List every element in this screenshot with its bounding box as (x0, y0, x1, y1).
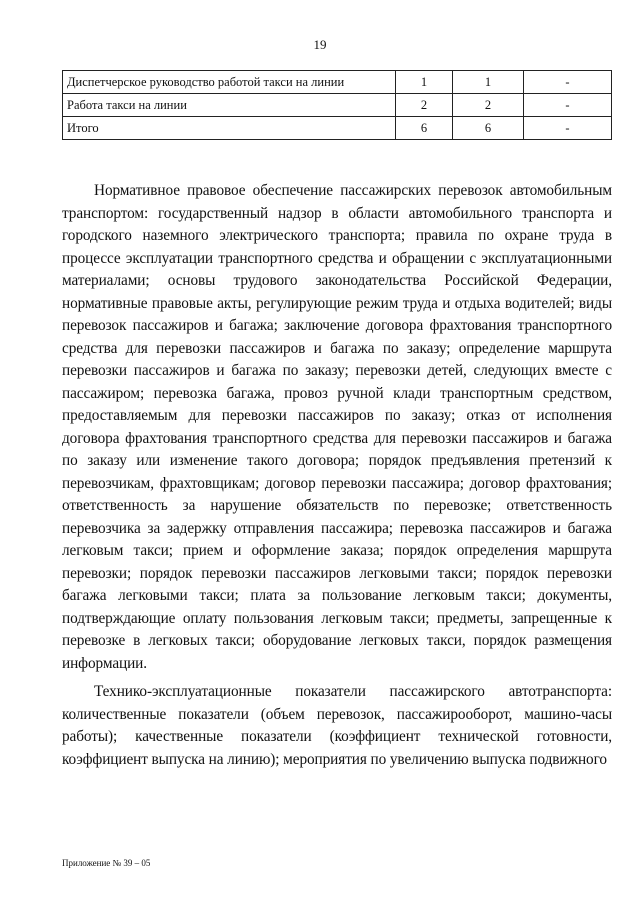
hours-table (62, 70, 612, 140)
table-cell-value: - (524, 71, 612, 94)
table-cell-value: 2 (396, 94, 453, 117)
table-row (63, 94, 612, 117)
table-cell-name: Работа такси на линии (63, 94, 396, 117)
table-cell-value: 1 (396, 71, 453, 94)
table-cell-value: 2 (453, 94, 524, 117)
table-cell-value: 6 (396, 117, 453, 140)
table-cell-value: - (524, 117, 612, 140)
table-cell-value: - (524, 94, 612, 117)
paragraph: Технико-эксплуатационные показатели пассажирского автотранспорта: количественные показатели (объем перевозок, пассажирооборот, машино-часы работы); качественные показатели (коэффициент технической готовности, коэффициент выпуска на линию); мероприятия по увеличению выпуска подвижного (62, 683, 612, 768)
body-text (62, 180, 612, 771)
table-cell-name: Диспетчерское руководство работой такси на линии (63, 71, 396, 94)
footer-note: Приложение № 39 – 05 (62, 858, 151, 868)
table-cell-value: 6 (453, 117, 524, 140)
table-cell-value: 1 (453, 71, 524, 94)
table-row (63, 71, 612, 94)
page-number: 19 (313, 37, 327, 52)
table-row (63, 117, 612, 140)
table-cell-name: Итого (63, 117, 396, 140)
paragraph: Нормативное правовое обеспечение пассажирских перевозок автомобильным транспортом: государственный надзор в области автомобильного транспорта и городского наземного электрического транспорта; правила по охране труда в процессе эксплуатации транспортного средства и обращении с эксплуатационными материалами; основы трудового законодательства Российской Федерации, нормативные правовые акты, регулирующие режим труда и отдыха водителей; виды перевозок пассажиров и багажа; заключение договора фрахтования транспортного средства для перевозки пассажиров и багажа по заказу; определение маршрута перевозки пассажиров и багажа по заказу; перевозки детей, следующих вместе с пассажиром; перевозка багажа, провоз ручной клади транспортным средством, предоставляемым для перевозки пассажиров по заказу; отказ от исполнения договора фрахтования транспортного средства для перевозки пассажиров и багажа по заказу или изменение такого договора; порядок предъявления претензий к перевозчикам, фрахтовщикам; договор перевозки пассажира; договор фрахтования; ответственность за нарушение обязательств по перевозке; ответственность перевозчика за задержку отправления пассажира; перевозка пассажиров и багажа легковым такси; прием и оформление заказа; порядок определения маршрута перевозки; порядок перевозки пассажиров легковыми такси; порядок перевозки багажа легковыми такси; плата за пользование легковым такси; документы, подтверждающие оплату пользования легковым такси; предметы, запрещенные к перевозке в легковых такси; оборудование легковых такси, порядок размещения информации. (62, 182, 612, 672)
